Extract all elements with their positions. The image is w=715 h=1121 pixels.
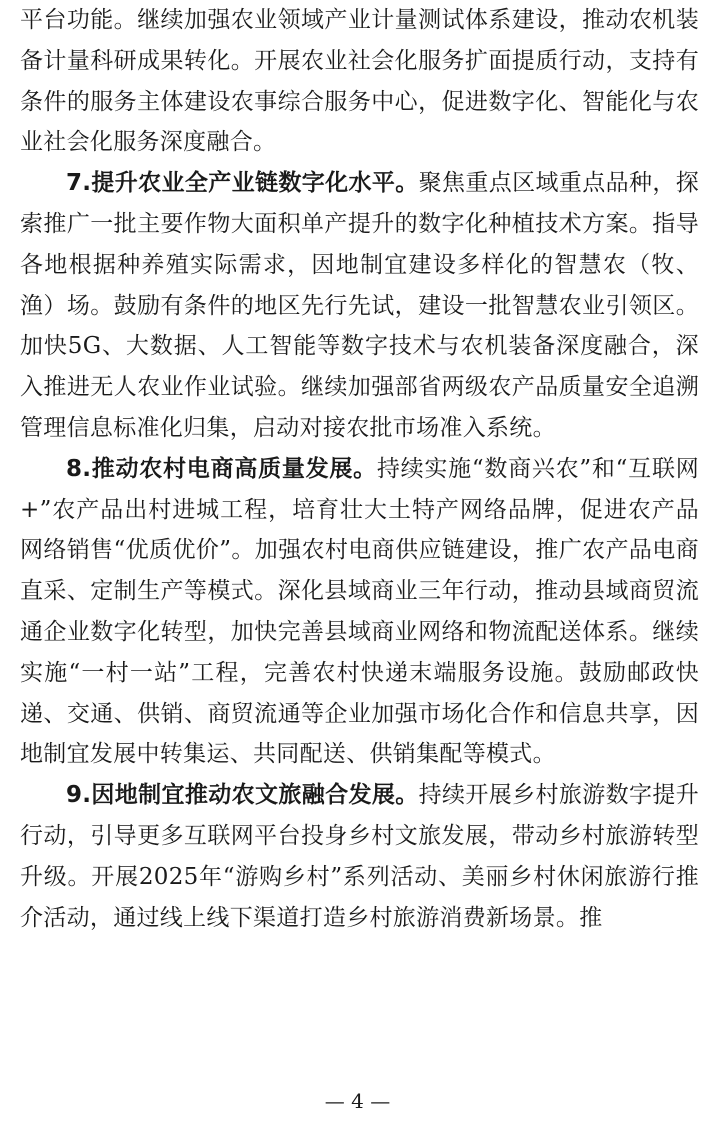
page-number: — 4 —: [324, 1089, 391, 1113]
paragraph-agri-service: [20, 0, 699, 163]
paragraph-text: 聚焦重点区域重点品种，探索推广一批主要作物大面积单产提升的数字化种植技术方案。指导各地根据种养殖实际需求，因地制宜建设多样化的智慧农（牧、渔）场。鼓励有条件的地区先行先试，建设一批智慧农业引领区。加快5G、大数据、人工智能等数字技术与农机装备深度融合，深入推进无人农业作业试验。继续加强部省两级农产品质量安全追溯管理信息标准化归集，启动对接农批市场准入系统。: [20, 170, 699, 441]
paragraph-text: 持续开展乡村旅游数字提升行动，引导更多互联网平台投身乡村文旅发展，带动乡村旅游转型升级。开展2025年“游购乡村”系列活动、美丽乡村休闲旅游行推介活动，通过线上线下渠道打造乡村旅游消费新场景。推: [20, 782, 699, 931]
paragraph-text: 平台功能。继续加强农业领域产业计量测试体系建设，推动农机装备计量科研成果转化。开展农业社会化服务扩面提质行动，支持有条件的服务主体建设农事综合服务中心，促进数字化、智能化与农业社会化服务深度融合。: [20, 7, 699, 156]
paragraph-digital-agriculture: [20, 163, 699, 449]
item-heading-9: 9.因地制宜推动农文旅融合发展。: [66, 782, 419, 809]
item-heading-7: 7.提升农业全产业链数字化水平。: [66, 170, 419, 197]
paragraph-text: 持续实施“数商兴农”和“互联网+”农产品出村进城工程，培育壮大土特产网络品牌，促进农产品网络销售“优质优价”。加强农村电商供应链建设，推广农产品电商直采、定制生产等模式。深化县域商业三年行动，推动县域商贸流通企业数字化转型，加快完善县域商业网络和物流配送体系。继续实施“一村一站”工程，完善农村快递末端服务设施。鼓励邮政快递、交通、供销、商贸流通等企业加强市场化合作和信息共享，因地制宜发展中转集运、共同配送、供销集配等模式。: [20, 455, 699, 768]
paragraph-agri-culture-tourism: [20, 775, 699, 938]
item-heading-8: 8.推动农村电商高质量发展。: [66, 455, 377, 482]
paragraph-rural-ecommerce: [20, 449, 699, 775]
